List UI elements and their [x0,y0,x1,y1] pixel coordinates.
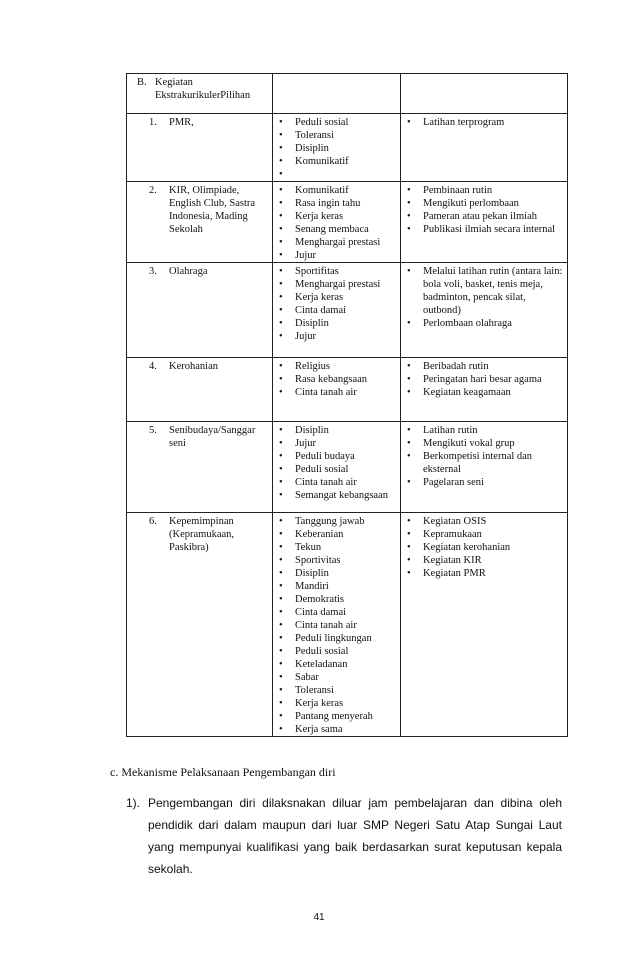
value-item: • Peduli sosial [277,116,396,129]
header-empty-values [273,74,401,114]
activity-name-line: PMR, [169,117,194,128]
activities-cell [401,422,568,513]
value-item: • Sportifitas [277,265,396,278]
activities-cell [401,114,568,182]
value-item: • Peduli sosial [277,463,396,476]
value-item: • Sabar [277,671,396,684]
page-number: 41 [313,912,325,923]
program-list [405,424,563,489]
activity-cell [127,182,273,263]
row-number: 5. [149,425,157,436]
value-item: • Peduli sosial [277,645,396,658]
table-row [127,182,568,263]
program-item: • Publikasi ilmiah secara internal [405,223,563,236]
activity-name [169,184,268,236]
activity-cell [127,358,273,422]
value-item: • Rasa kebangsaan [277,373,396,386]
value-item: • Demokratis [277,593,396,606]
values-cell [273,422,401,513]
row-number: 2. [149,185,157,196]
value-item: • Cinta tanah air [277,619,396,632]
activity-cell [127,263,273,358]
values-cell [273,263,401,358]
value-item: • Toleransi [277,684,396,697]
value-item: • Tekun [277,541,396,554]
value-item: • Peduli budaya [277,450,396,463]
activity-name [169,116,268,129]
value-item: • Semangat kebangsaan [277,489,396,502]
value-item: • Kerja keras [277,291,396,304]
activity-cell [127,114,273,182]
program-item: • Beribadah rutin [405,360,563,373]
value-item: • Komunikatif [277,155,396,168]
program-list [405,265,563,330]
value-item: • Disiplin [277,142,396,155]
row-number: 6. [149,516,157,527]
values-list [277,116,396,181]
activity-name [169,515,268,554]
value-item: • Menghargai prestasi [277,278,396,291]
program-item: • Kepramukaan [405,528,563,541]
program-item: • Latihan rutin [405,424,563,437]
activity-cell [127,513,273,737]
value-item [277,168,396,181]
program-item: • Latihan terprogram [405,116,563,129]
activity-name-line: KIR, Olimpiade, [169,185,240,196]
values-cell [273,358,401,422]
program-item: • Pameran atau pekan ilmiah [405,210,563,223]
activities-cell [401,513,568,737]
program-item: • Peringatan hari besar agama [405,373,563,386]
section-b-heading: B. Kegiatan EkstrakurikulerPilihan [127,74,273,114]
program-item: • Mengikuti vokal grup [405,437,563,450]
value-item: • Senang membaca [277,223,396,236]
value-item: • Jujur [277,249,396,262]
value-item: • Keteladanan [277,658,396,671]
value-item: • Kerja sama [277,723,396,736]
activity-name-line: (Kepramukaan, [169,529,235,540]
activity-name-line: Sekolah [169,224,203,235]
value-item: • Komunikatif [277,184,396,197]
table-row [127,513,568,737]
value-item: • Peduli lingkungan [277,632,396,645]
paragraph-text: Pengembangan diri dilaksnakan diluar jam pembelajaran dan dibina oleh pendidik dari dalam maupun dari luar SMP Negeri Satu Atap Sungai Laut yang mempunyai kualifikasi yang baik berdasarkan surat keputusan kepala sekolah. [148,796,562,876]
values-cell [273,513,401,737]
table-row [127,422,568,513]
value-item: • Cinta tanah air [277,476,396,489]
program-item: • Mengikuti perlombaan [405,197,563,210]
value-item: • Mandiri [277,580,396,593]
value-item: • Disiplin [277,567,396,580]
program-item: • Berkompetisi internal dan eksternal [405,450,563,476]
value-item: • Sportivitas [277,554,396,567]
activity-name-line: English Club, Sastra [169,198,256,209]
row-number: 1. [149,117,157,128]
value-item: • Toleransi [277,129,396,142]
section-c-heading: c. Mekanisme Pelaksanaan Pengembangan diri [110,765,336,779]
table-row [127,114,568,182]
activity-name-line: seni [169,438,186,449]
table-header-row [127,74,568,114]
value-item: • Cinta tanah air [277,386,396,399]
program-item: • Perlombaan olahraga [405,317,563,330]
activities-cell [401,182,568,263]
value-item: • Jujur [277,330,396,343]
program-list [405,184,563,236]
value-item: • Kerja keras [277,210,396,223]
program-item: • Pembinaan rutin [405,184,563,197]
row-number: 4. [149,361,157,372]
value-item: • Keberanian [277,528,396,541]
value-item: • Tanggung jawab [277,515,396,528]
values-cell [273,182,401,263]
activity-name-line: Paskibra) [169,542,209,553]
row-number: 3. [149,266,157,277]
program-item: • Pagelaran seni [405,476,563,489]
paragraph-1 [126,792,562,880]
value-item: • Cinta damai [277,304,396,317]
program-item: • Kegiatan kerohanian [405,541,563,554]
activity-name-line: Senibudaya/Sanggar [169,425,256,436]
table-row [127,263,568,358]
value-item: • Disiplin [277,424,396,437]
activities-cell [401,358,568,422]
extracurricular-table [126,73,568,737]
value-item: • Rasa ingin tahu [277,197,396,210]
header-empty-activities [401,74,568,114]
program-list [405,515,563,580]
program-item: • Kegiatan OSIS [405,515,563,528]
program-item: • Kegiatan keagamaan [405,386,563,399]
values-list [277,424,396,502]
program-list [405,360,563,399]
table-row [127,358,568,422]
activity-cell [127,422,273,513]
program-list [405,116,563,129]
values-list [277,184,396,262]
values-cell [273,114,401,182]
activity-name-line: Indonesia, Mading [169,211,248,222]
activity-name [169,360,268,373]
activity-name-line: Kerohanian [169,361,218,372]
paragraph-number: 1). [126,796,141,810]
value-item: • Jujur [277,437,396,450]
values-list [277,360,396,399]
activity-name-line: Kepemimpinan [169,516,234,527]
values-list [277,515,396,736]
value-item: • Kerja keras [277,697,396,710]
activity-name [169,424,268,450]
value-item: • Disiplin [277,317,396,330]
value-item: • Cinta damai [277,606,396,619]
activity-name-line: Olahraga [169,266,208,277]
value-item: • Religius [277,360,396,373]
values-list [277,265,396,343]
value-item: • Pantang menyerah [277,710,396,723]
program-item: • Kegiatan KIR [405,554,563,567]
program-item: • Melalui latihan rutin (antara lain: bola voli, basket, tenis meja, badminton, pencak silat, outbond) [405,265,563,317]
value-item: • Menghargai prestasi [277,236,396,249]
activity-name [169,265,268,278]
activities-cell [401,263,568,358]
program-item: • Kegiatan PMR [405,567,563,580]
